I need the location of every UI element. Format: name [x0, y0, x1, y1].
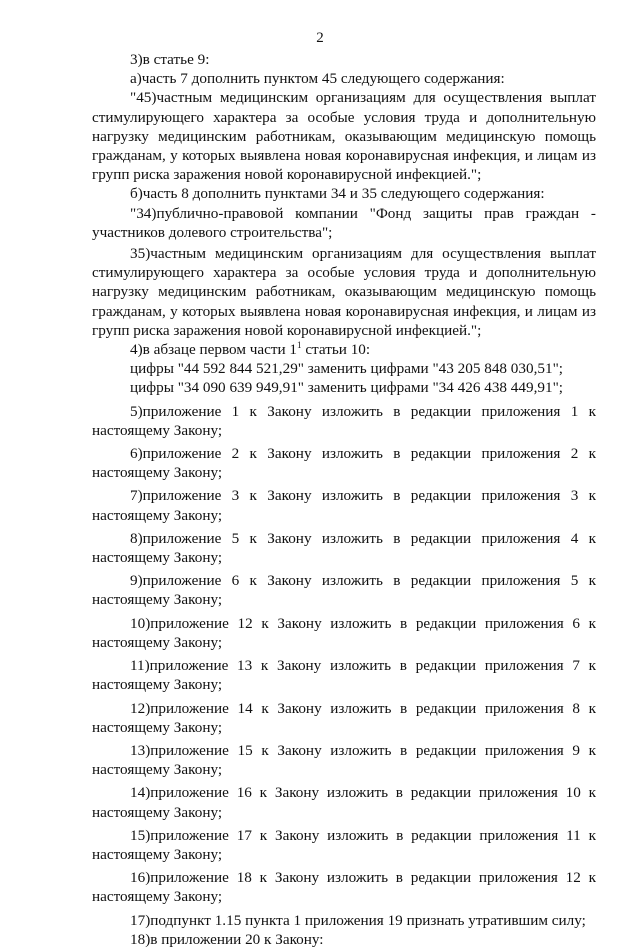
paragraph-13: 13)приложение 15 к Закону изложить в редакции приложения 9 к настоящему Закону;: [92, 741, 596, 779]
paragraph-4-text: 4)в абзаце первом части 1: [130, 341, 298, 359]
paragraph-3: 3)в статье 9:: [130, 51, 210, 68]
paragraph-9: 9)приложение 6 к Закону изложить в редакции приложения 5 к настоящему Закону;: [92, 572, 596, 609]
paragraph-12: 12)приложение 14 к Закону изложить в редакции приложения 8 к настоящему Закону;: [92, 699, 596, 736]
document-body: [92, 50, 596, 949]
paragraph-4: [92, 340, 596, 359]
paragraph-3b: б)часть 8 дополнить пунктами 34 и 35 следующего содержания:: [130, 185, 545, 203]
page-number: 2: [316, 30, 324, 46]
paragraph-7: 7)приложение 3 к Закону изложить в редакции приложения 3 к настоящему Закону;: [92, 487, 596, 524]
paragraph-3b-item-34: "34)публично-правовой компании "Фонд защиты прав граждан - участников долевого строительства";: [92, 204, 596, 241]
paragraph-4-text-end: статьи 10:: [301, 341, 371, 359]
paragraph-4-replace-1: цифры "44 592 844 521,29" заменить цифрами "43 205 848 030,51";: [130, 360, 563, 378]
paragraph-3a: а)часть 7 дополнить пунктом 45 следующего содержания:: [130, 70, 505, 88]
paragraph-10: 10)приложение 12 к Закону изложить в редакции приложения 6 к настоящему Закону;: [92, 614, 596, 651]
paragraph-5: 5)приложение 1 к Закону изложить в редакции приложения 1 к настоящему Закону;: [92, 402, 596, 439]
paragraph-15: 15)приложение 17 к Закону изложить в редакции приложения 11 к настоящему Закону;: [92, 826, 596, 863]
paragraph-3b-item-35: 35)частным медицинским организациям для осуществления выплат стимулирующего характера за особые условия труда и дополнительную нагрузку медицинским работникам, оказывающим медицинскую помощь гражданам, у которых выявлена новая коронавирусная инфекция, и лицам из групп риска заражения новой коронавирусной инфекцией.";: [92, 245, 596, 339]
paragraph-8: 8)приложение 5 к Закону изложить в редакции приложения 4 к настоящему Закону;: [92, 529, 596, 567]
paragraph-14: 14)приложение 16 к Закону изложить в редакции приложения 10 к настоящему Закону;: [92, 784, 596, 821]
paragraph-18: 18)в приложении 20 к Закону:: [130, 930, 324, 948]
paragraph-4-superscript: 1: [297, 339, 302, 350]
paragraph-3a-item-45: "45)частным медицинским организациям для осуществления выплат стимулирующего характера за особые условия труда и дополнительную нагрузку медицинским работникам, оказывающим медицинскую помощь гражданам, у которых выявлена новая коронавирусная инфекция, и лицам из групп риска заражения новой коронавирусной инфекцией.";: [92, 89, 596, 184]
paragraph-17: 17)подпункт 1.15 пункта 1 приложения 19 признать утратившим силу;: [130, 911, 586, 929]
paragraph-11: 11)приложение 13 к Закону изложить в редакции приложения 7 к настоящему Закону;: [92, 657, 596, 694]
paragraph-16: 16)приложение 18 к Закону изложить в редакции приложения 12 к настоящему Закону;: [92, 869, 596, 906]
paragraph-6: 6)приложение 2 к Закону изложить в редакции приложения 2 к настоящему Закону;: [92, 445, 596, 482]
paragraph-4-replace-2: цифры "34 090 639 949,91" заменить цифрами "34 426 438 449,91";: [130, 379, 563, 397]
